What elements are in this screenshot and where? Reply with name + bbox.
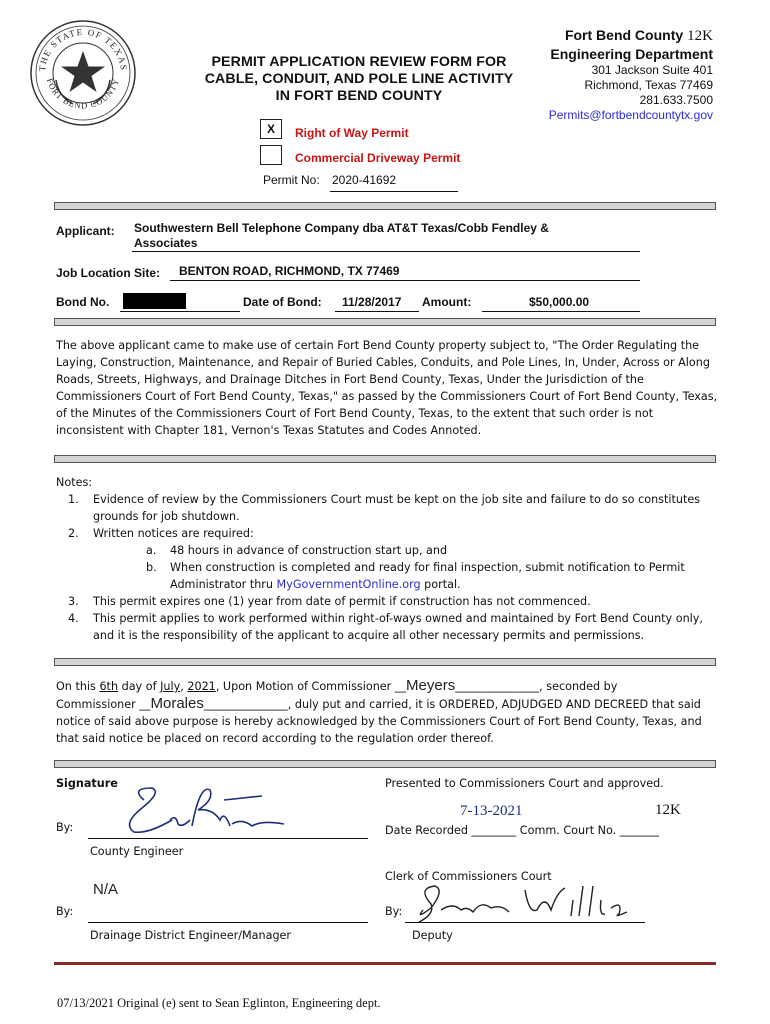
- note-4: [56, 610, 718, 644]
- note-2a: [56, 542, 718, 559]
- clerk-signature-line: [405, 922, 645, 923]
- email-link[interactable]: Permits@fortbendcountytx.gov: [548, 108, 713, 122]
- applicant-line-1: Southwestern Bell Telephone Company dba AT&T Texas/Cobb Fendley &: [134, 221, 549, 235]
- court-order-paragraph: [56, 677, 718, 747]
- title-line-3: IN FORT BEND COUNTY: [275, 88, 443, 104]
- seal-text-bottom: FORT BEND COUNTY: [44, 76, 122, 111]
- clerk-label: Clerk of Commissioners Court: [385, 870, 552, 883]
- note-2b-text-pre: When construction is completed and ready for final inspection, submit notification to Permit Administrator thru: [170, 561, 685, 591]
- engineer-by-label: By:: [56, 821, 74, 834]
- footer-note: 07/13/2021 Original (e) sent to Sean Eglinton, Engineering dept.: [57, 996, 381, 1010]
- job-location-label: Job Location Site:: [56, 266, 161, 280]
- address-line-1: 301 Jackson Suite 401: [591, 63, 713, 77]
- order-text-7: , duly put and carried, it is ORDERED, ADJUDGED AND DECREED that said notice of said above purpose is hereby acknowledged by the Commissioners Court of Fort Bend County, Texas, and that said notice be placed on record according to the regulation order thereof.: [56, 698, 702, 745]
- order-blank-2: _______________: [455, 680, 540, 693]
- notes-heading: Notes:: [56, 476, 93, 489]
- job-location-value: BENTON ROAD, RICHMOND, TX 77469: [179, 264, 400, 278]
- date-recorded-handwritten: 7-13-2021: [460, 803, 523, 819]
- note-2a-text: 48 hours in advance of construction start up, and: [170, 544, 448, 557]
- amount-underline: [482, 311, 640, 312]
- note-2b-letter: b.: [146, 561, 157, 574]
- note-1-number: 1.: [68, 493, 79, 506]
- order-text-3: ,: [180, 680, 188, 693]
- engineer-signature-line: [88, 838, 368, 839]
- title-line-1: PERMIT APPLICATION REVIEW FORM FOR: [211, 54, 507, 70]
- note-2b-text-post: portal.: [420, 578, 461, 591]
- order-text-6: Commissioner: [56, 698, 140, 711]
- section-divider-4: [54, 658, 716, 666]
- right-of-way-checkbox[interactable]: X: [260, 119, 282, 139]
- amount-label: Amount:: [422, 295, 472, 309]
- clerk-signature-image: [405, 880, 640, 926]
- comm-court-label: Comm. Court No. _______: [516, 824, 659, 837]
- permit-no-value: 2020-41692: [332, 173, 397, 187]
- applicant-value: [134, 221, 549, 251]
- drainage-by-label: By:: [56, 905, 74, 918]
- county-contact-block: [549, 26, 713, 123]
- applicant-label: Applicant:: [56, 224, 115, 238]
- mygovernmentonline-link[interactable]: MyGovernmentOnline.org: [276, 578, 421, 591]
- order-year: 2021: [187, 680, 216, 693]
- date-recorded-line: [385, 822, 659, 839]
- section-divider-1: [54, 202, 716, 210]
- applicant-underline: [132, 251, 640, 252]
- permit-no-underline: [330, 191, 458, 192]
- department-name: Engineering Department: [550, 46, 713, 62]
- note-4-text: This permit applies to work performed within right-of-ways owned and maintained by Fort Bend County only, and it is the responsibility of the applicant to acquire all other necessary permits and permissions.: [93, 612, 703, 642]
- bond-no-underline: [120, 311, 240, 312]
- agenda-item-handwritten: 12K: [687, 28, 713, 44]
- order-blank-3: __: [139, 698, 151, 711]
- seconding-commissioner: Morales: [150, 695, 204, 712]
- section-divider-2: [54, 318, 716, 326]
- bond-no-label: Bond No.: [56, 295, 110, 309]
- permit-no-label: Permit No:: [263, 173, 320, 187]
- phone-number: 281.633.7500: [639, 93, 713, 107]
- date-recorded-label: Date Recorded ________: [385, 824, 517, 837]
- date-of-bond-underline: [335, 311, 419, 312]
- note-3-number: 3.: [68, 595, 79, 608]
- notes-section: [56, 474, 718, 644]
- order-blank-4: _______________: [203, 698, 288, 711]
- order-text-2: day of: [118, 680, 161, 693]
- deputy-label: Deputy: [412, 929, 453, 942]
- date-of-bond-value: 11/28/2017: [342, 295, 402, 309]
- presented-text: Presented to Commissioners Court and approved.: [385, 777, 664, 790]
- order-day: 6th: [99, 680, 119, 693]
- county-engineer-label: County Engineer: [90, 845, 184, 858]
- section-divider-3: [54, 455, 716, 463]
- date-of-bond-label: Date of Bond:: [243, 295, 322, 309]
- county-name: Fort Bend County: [564, 27, 684, 43]
- note-2b-text: [170, 559, 718, 593]
- order-text-5: , seconded by: [539, 680, 618, 693]
- order-text-1: On this: [56, 680, 100, 693]
- note-1: [56, 491, 718, 525]
- signature-heading: Signature: [56, 777, 118, 790]
- form-title: [190, 54, 528, 105]
- note-3-text: This permit expires one (1) year from date of permit if construction has not commenced.: [93, 595, 591, 608]
- order-reference-paragraph: The above applicant came to make use of certain Fort Bend County property subject to, "The Order Regulating the Laying, Construction, Maintenance, and Repair of Buried Cables, Conduits, and Pole Lines, In, Under, Across or Along Roads, Streets, Highways, and Drainage Ditches in Fort Bend County, Texas, Under the Jurisdiction of the Commissioners Court of Fort Bend County, Texas," as passed by the Commissioners Court of Fort Bend County, Texas, of the Minutes of the Commissioners Court of Fort Bend County, Texas, to the extent that such order is not inconsistent with Chapter 181, Vernon's Texas Statutes and Codes Annoted.: [56, 339, 718, 437]
- note-4-number: 4.: [68, 612, 79, 625]
- motion-commissioner: Meyers: [406, 677, 456, 694]
- amount-value: $50,000.00: [529, 295, 590, 309]
- clerk-by-label: By:: [385, 905, 403, 918]
- applicant-line-2: Associates: [134, 236, 198, 250]
- title-line-2: CABLE, CONDUIT, AND POLE LINE ACTIVITY: [204, 71, 514, 87]
- note-1-text: Evidence of review by the Commissioners Court must be kept on the job site and failure to do so constitutes grounds for job shutdown.: [93, 493, 701, 523]
- note-2: [56, 525, 718, 542]
- order-text-4: , Upon Motion of Commissioner: [215, 680, 395, 693]
- order-blank-1: __: [394, 680, 407, 693]
- comm-court-no-handwritten: 12K: [655, 802, 681, 818]
- drainage-na-value: N/A: [93, 881, 119, 898]
- section-divider-5: [54, 760, 716, 768]
- county-engineer-signature-image: [112, 780, 287, 840]
- note-2a-letter: a.: [146, 544, 157, 557]
- footer-divider: [54, 962, 716, 965]
- drainage-signature-line: [88, 922, 368, 923]
- note-2-text: Written notices are required:: [93, 527, 254, 540]
- address-line-2: Richmond, Texas 77469: [584, 78, 713, 92]
- star-icon: [61, 51, 105, 92]
- seal-text-top: THE STATE OF TEXAS: [36, 26, 130, 72]
- note-3: [56, 593, 718, 610]
- commercial-driveway-label: Commercial Driveway Permit: [295, 151, 461, 165]
- note-2b: [56, 559, 718, 593]
- order-month: July: [160, 680, 181, 693]
- county-seal: [28, 18, 138, 128]
- job-location-underline: [170, 280, 640, 281]
- drainage-engineer-label: Drainage District Engineer/Manager: [90, 929, 292, 942]
- right-of-way-label: Right of Way Permit: [295, 126, 409, 140]
- bond-no-redaction: [123, 293, 186, 309]
- commercial-driveway-checkbox[interactable]: [260, 145, 282, 165]
- note-2-number: 2.: [68, 527, 79, 540]
